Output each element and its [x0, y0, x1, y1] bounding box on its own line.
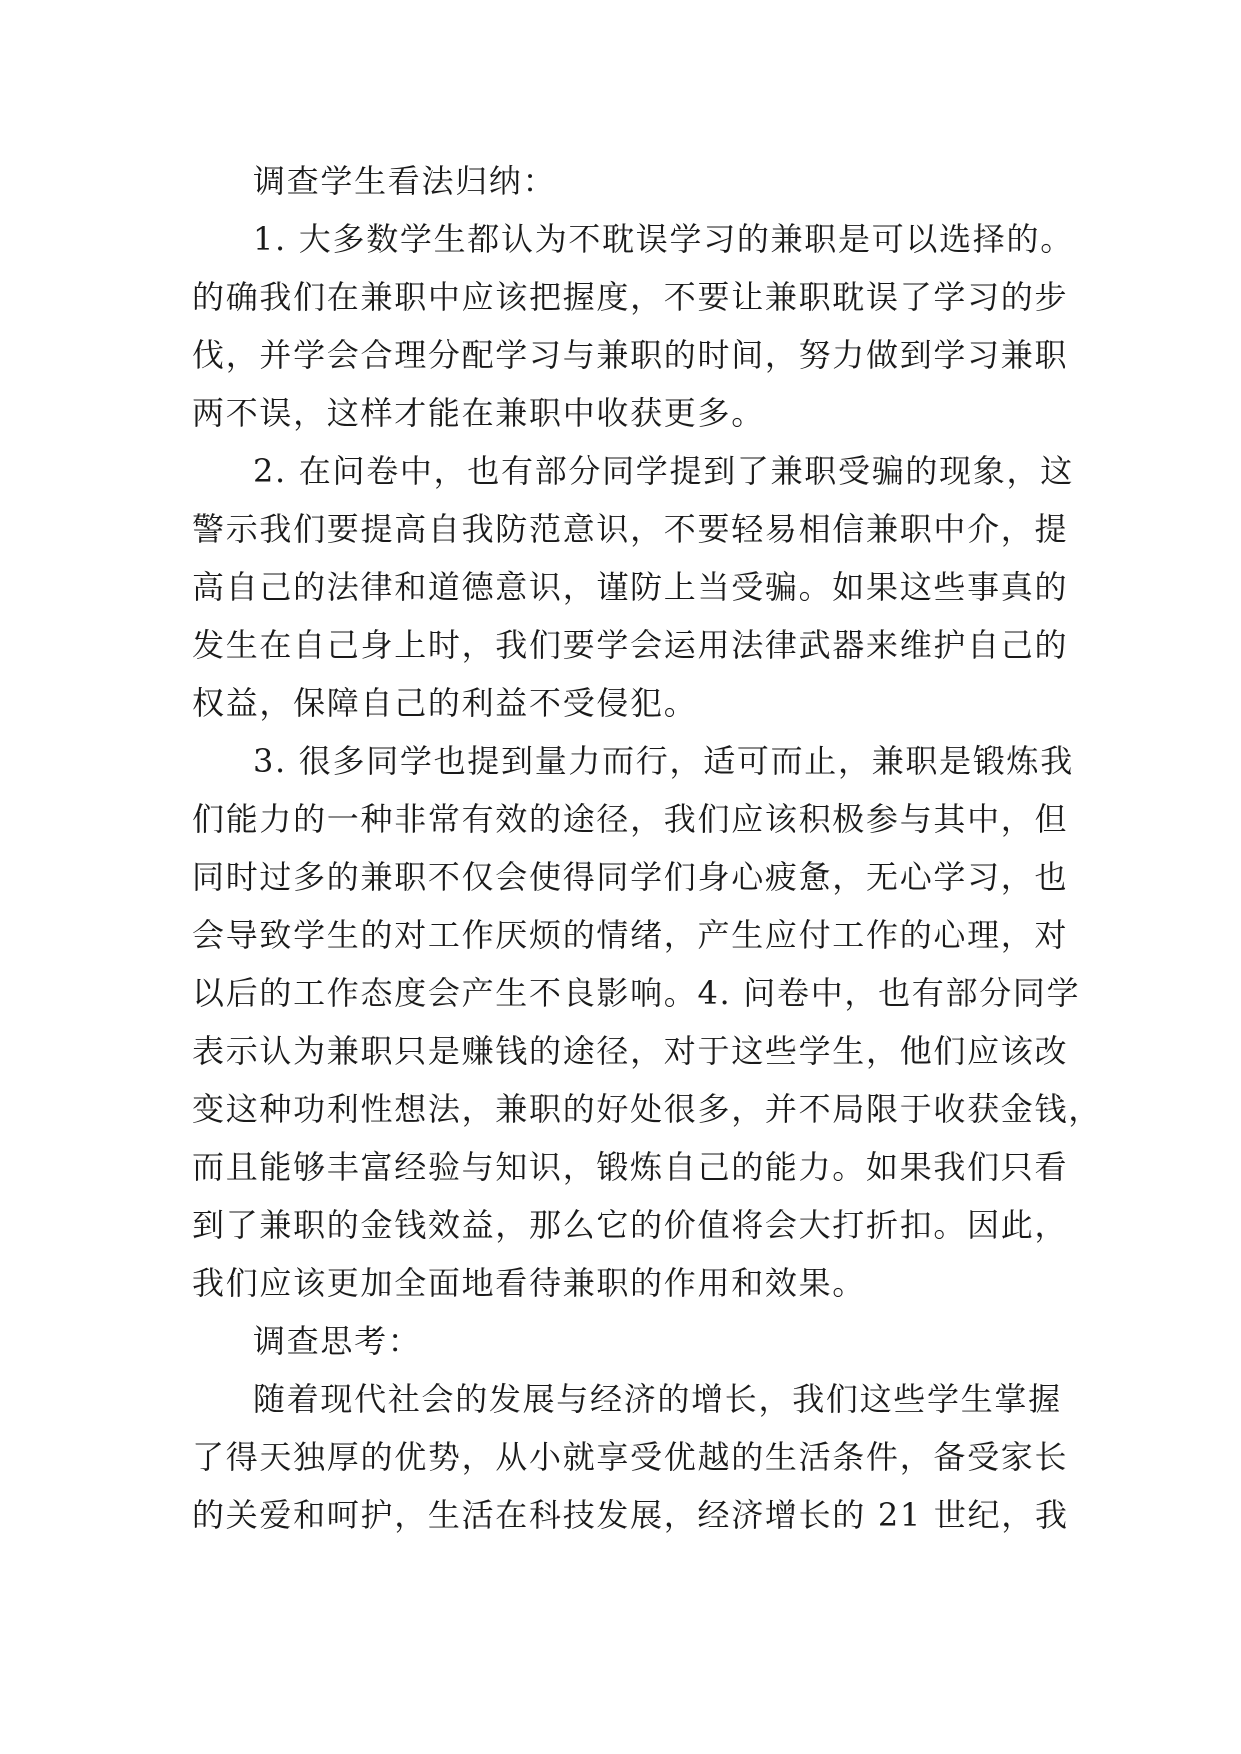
paragraph-line: 伐，并学会合理分配学习与兼职的时间，努力做到学习兼职 [192, 336, 1069, 374]
paragraph-line: 的确我们在兼职中应该把握度，不要让兼职耽误了学习的步 [192, 278, 1069, 316]
paragraph-line: 3. 很多同学也提到量力而行，适可而止，兼职是锻炼我 [253, 742, 1074, 780]
paragraph-line: 同时过多的兼职不仅会使得同学们身心疲惫，无心学习，也 [192, 858, 1069, 896]
paragraph-line: 2. 在问卷中，也有部分同学提到了兼职受骗的现象，这 [253, 452, 1074, 490]
paragraph-line: 我们应该更加全面地看待兼职的作用和效果。 [192, 1264, 867, 1302]
paragraph-line: 权益，保障自己的利益不受侵犯。 [192, 684, 698, 722]
paragraph-line: 随着现代社会的发展与经济的增长，我们这些学生掌握 [253, 1380, 1062, 1418]
section-heading-survey-reflection: 调查思考： [253, 1322, 422, 1360]
section-heading-student-views: 调查学生看法归纳： [253, 162, 557, 200]
paragraph-line: 两不误，这样才能在兼职中收获更多。 [192, 394, 765, 432]
paragraph-line: 而且能够丰富经验与知识，锻炼自己的能力。如果我们只看 [192, 1148, 1069, 1186]
paragraph-line: 们能力的一种非常有效的途径，我们应该积极参与其中，但 [192, 800, 1069, 838]
paragraph-line: 发生在自己身上时，我们要学会运用法律武器来维护自己的 [192, 626, 1069, 664]
paragraph-line: 1. 大多数学生都认为不耽误学习的兼职是可以选择的。 [253, 220, 1074, 258]
paragraph-line: 以后的工作态度会产生不良影响。4. 问卷中，也有部分同学 [192, 974, 1081, 1012]
paragraph-line: 表示认为兼职只是赚钱的途径，对于这些学生，他们应该改 [192, 1032, 1069, 1070]
paragraph-line: 警示我们要提高自我防范意识，不要轻易相信兼职中介，提 [192, 510, 1069, 548]
paragraph-line: 高自己的法律和道德意识，谨防上当受骗。如果这些事真的 [192, 568, 1069, 606]
paragraph-line: 的关爱和呵护，生活在科技发展，经济增长的 21 世纪，我 [192, 1496, 1069, 1534]
paragraph-line: 了得天独厚的优势，从小就享受优越的生活条件，备受家长 [192, 1438, 1069, 1476]
paragraph-line: 到了兼职的金钱效益，那么它的价值将会大打折扣。因此， [192, 1206, 1069, 1244]
paragraph-line: 会导致学生的对工作厌烦的情绪，产生应付工作的心理，对 [192, 916, 1069, 954]
paragraph-line: 变这种功利性想法，兼职的好处很多，并不局限于收获金钱， [192, 1090, 1102, 1128]
